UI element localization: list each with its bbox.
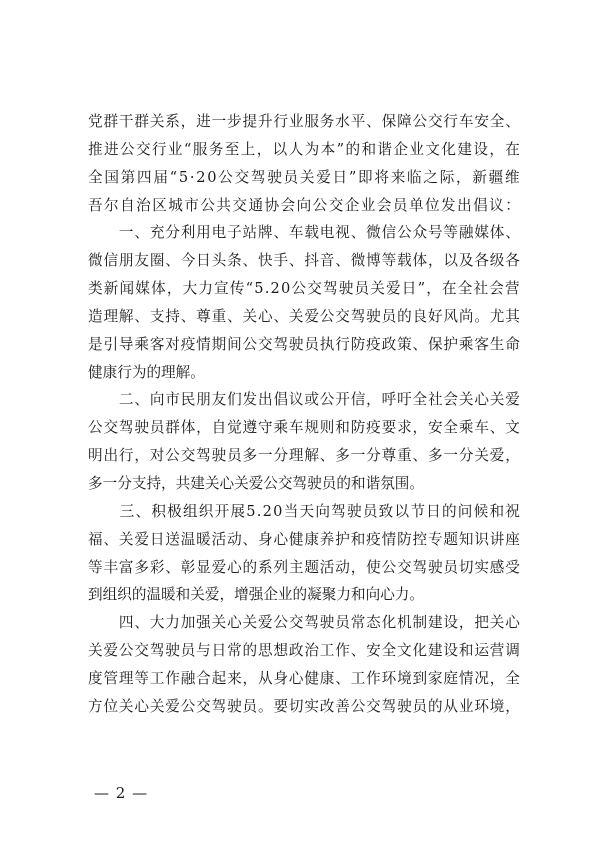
text-line: 党 群 干 群 关 系 ， 进 一 步 提 升 行 业 服 务 水 平 、 保 障 公 交 行 车 安 全 、 <box>88 113 520 130</box>
text-line: 吾 尔 自 治 区 城 市 公 共 交 通 协 会 向 公 交 企 业 会 员 单 位 发 出 倡 议 ： <box>88 196 520 214</box>
text-line: 明 出 行 ， 对 公 交 驾 驶 员 多 一 分 理 解 、 多 一 分 尊 重 、 多 一 分 关 爱 ， <box>88 447 520 465</box>
text-line: 类 新 闻 媒 体 ， 大 力 宣 传 “ 5 . 2 0 公 交 驾 驶 员 关 爱 日 ” ， 在 全 社 会 营 <box>88 280 520 298</box>
text-line: 造 理 解 、 支 持 、 尊 重 、 关 心 、 关 爱 公 交 驾 驶 员 的 良 好 风 尚 。 尤 其 <box>88 307 520 325</box>
document-body <box>88 108 520 721</box>
text-line: 微 信 朋 友 圈 、 今 日 头 条 、 快 手 、 抖 音 、 微 博 等 载 体 ， 以 及 各 级 各 <box>88 252 520 270</box>
text-line: 方 位 关 心 关 爱 公 交 驾 驶 员 。 要 切 实 改 善 公 交 驾 驶 员 的 从 业 环 境 ， <box>88 697 520 715</box>
text-line: 关 爱 公 交 驾 驶 员 与 日 常 的 思 想 政 治 工 作 、 安 全 文 化 建 设 和 运 营 调 <box>88 642 520 660</box>
text-line: 四 、 大 力 加 强 关 心 关 爱 公 交 驾 驶 员 常 态 化 机 制 建 设 ， 把 关 心 <box>118 614 520 632</box>
text-line: 一 、 充 分 利 用 电 子 站 牌 、 车 载 电 视 、 微 信 公 众 号 等 融 媒 体 、 <box>118 224 520 242</box>
text-line: 全 国 第 四 届 “ 5 · 2 0 公 交 驾 驶 员 关 爱 日 ” 即 将 来 临 之 际 ， 新 疆 维 <box>88 168 520 186</box>
text-line: 多 一 分 支 持 ， 共 建 关 心 关 爱 公 交 驾 驶 员 的 和 谐 氛 围 。 <box>88 474 425 492</box>
text-line: 是 引 导 乘 客 对 疫 情 期 间 公 交 驾 驶 员 执 行 防 疫 政 策 、 保 护 乘 客 生 命 <box>88 335 520 353</box>
text-line: 度 管 理 等 工 作 融 合 起 来 ， 从 身 心 健 康 、 工 作 环 境 到 家 庭 情 况 ， 全 <box>88 669 520 687</box>
text-line: 二 、 向 市 民 朋 友 们 发 出 倡 议 或 公 开 信 ， 呼 吁 全 社 会 关 心 关 爱 <box>118 391 520 409</box>
text-line: 等 丰 富 多 彩 、 彰 显 爱 心 的 系 列 主 题 活 动 ， 使 公 交 驾 驶 员 切 实 感 受 <box>88 558 520 576</box>
page-number: — 2 — <box>94 784 149 802</box>
text-line: 到 组 织 的 温 暖 和 关 爱 ， 增 强 企 业 的 凝 聚 力 和 向 心 力 。 <box>88 586 425 604</box>
text-line: 三 、 积 极 组 织 开 展 5 . 2 0 当 天 向 驾 驶 员 致 以 节 日 的 问 候 和 祝 <box>119 502 520 520</box>
text-line: 健 康 行 为 的 理 解 。 <box>88 363 205 381</box>
text-line: 福 、 关 爱 日 送 温 暖 活 动 、 身 心 健 康 养 护 和 疫 情 防 控 专 题 知 识 讲 座 <box>88 530 520 548</box>
text-line: 公 交 驾 驶 员 群 体 ， 自 觉 遵 守 乘 车 规 则 和 防 疫 要 求 ， 安 全 乘 车 、 文 <box>88 419 520 437</box>
text-line: 推 进 公 交 行 业 “ 服 务 至 上 ， 以 人 为 本 ” 的 和 谐 企 业 文 化 建 设 ， 在 <box>88 140 520 158</box>
